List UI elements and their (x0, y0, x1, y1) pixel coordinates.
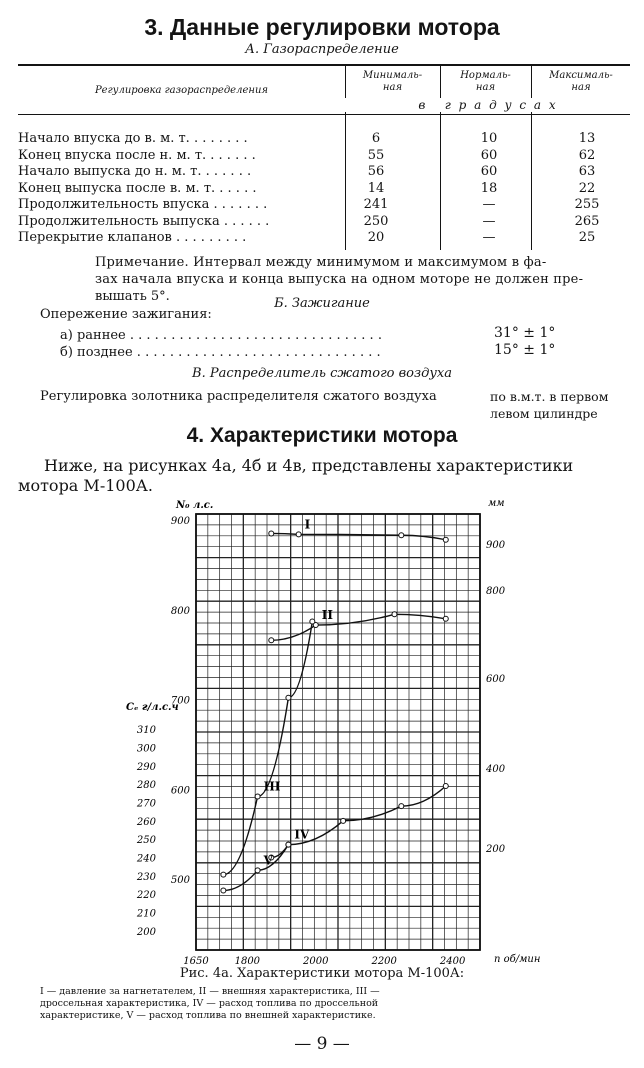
ce-tick-label: 230 (136, 871, 156, 883)
data-point (399, 804, 404, 809)
ce-tick-label: 220 (136, 890, 156, 902)
power-tick-label: 800 (170, 605, 190, 617)
ignition-early-value: 31° ± 1° (494, 325, 556, 341)
header-regulation: Регулировка газораспределения (94, 85, 269, 96)
air-distributor-value-1: по в.м.т. в первом (490, 389, 609, 404)
table-cell-min: 56 (367, 164, 385, 179)
table-cell-min: 250 (363, 213, 389, 229)
ce-tick-label: 240 (136, 853, 156, 865)
table-cell-max: 13 (578, 131, 596, 146)
data-point (310, 619, 315, 624)
x-tick-label: 2200 (371, 956, 397, 967)
x-axis-unit: n об/мин (494, 954, 541, 965)
data-point (296, 532, 301, 537)
note-line-2: зах начала впуска и конца выпуска на одном моторе не должен пре- (95, 272, 584, 287)
data-point (269, 638, 274, 643)
table-row-label: Конец впуска после н. м. т. . . . . . . (18, 147, 256, 163)
series-line-iv (271, 786, 446, 858)
page-number: — 9 — (294, 1034, 350, 1054)
header-norm: Нормаль- ная (460, 70, 511, 93)
subsection-a-title: А. Газораспределение (245, 42, 399, 57)
table-cell-min: 14 (367, 180, 385, 196)
ce-tick-label: 250 (136, 835, 156, 847)
table-cell-norm: — (482, 213, 496, 229)
table-row-label: Продолжительность выпуска . . . . . . (18, 213, 270, 229)
table-row-label: Начало впуска до в. м. т. . . . . . . . (18, 131, 248, 146)
figure-legend (40, 986, 620, 1022)
power-tick-label: 600 (170, 785, 190, 797)
intro-line-1: Ниже, на рисунках 4а, 4б и 4в, представлены характеристики (44, 456, 574, 475)
right-tick-label: 800 (486, 586, 506, 597)
engine-characteristics-chart (0, 488, 644, 968)
ignition-title: Опережение зажигания: (40, 307, 212, 322)
table-cell-min: 55 (367, 147, 385, 163)
ignition-early-label: а) раннее . . . . . . . . . . . . . . . . . . . . . . . . . . . . . . . (60, 328, 382, 343)
series-label: III (263, 779, 281, 794)
power-tick-label: 700 (170, 695, 190, 707)
ignition-late-value: 15° ± 1° (494, 342, 556, 358)
series-label: I (304, 517, 311, 532)
table-cell-norm: — (482, 197, 496, 212)
table-cell-norm: 60 (480, 147, 498, 163)
table-row-label: Перекрытие клапанов . . . . . . . . . (18, 230, 247, 245)
data-point (341, 818, 346, 823)
table-row-label: Начало выпуска до н. м. т. . . . . . . (18, 164, 252, 179)
x-tick-label: 1650 (183, 956, 209, 967)
x-tick-label: 2400 (439, 956, 466, 967)
header-max: Максималь- ная (549, 70, 613, 93)
table-cell-max: 265 (574, 213, 600, 229)
ce-tick-label: 200 (136, 926, 156, 938)
ce-tick-label: 310 (136, 725, 156, 737)
table-row-label: Продолжительность впуска . . . . . . . (18, 197, 268, 212)
section-4-title: 4. Характеристики мотора (186, 424, 458, 447)
legend-line-2: дроссельная характеристика, IV — расход топлива по дроссельной (40, 998, 379, 1009)
data-point (443, 784, 448, 789)
right-tick-label: 400 (486, 764, 506, 775)
table-row-label: Конец выпуска после в. м. т. . . . . . (18, 180, 257, 196)
data-point (255, 868, 260, 873)
legend-line-1: I — давление за нагнетателем, II — внешняя характеристика, III — (40, 986, 380, 997)
data-point (286, 695, 291, 700)
section-3-title: 3. Данные регулировки мотора (144, 14, 500, 40)
table-cell-norm: — (482, 230, 496, 245)
power-tick-label: 500 (170, 875, 190, 887)
ignition-late-label: б) позднее . . . . . . . . . . . . . . . . . . . . . . . . . . . . . . (60, 345, 381, 360)
right-tick-label: 900 (486, 540, 506, 551)
right-tick-label: 200 (486, 844, 506, 855)
table-cell-norm: 18 (480, 180, 498, 196)
header-units: в г р а д у с а х (345, 98, 631, 112)
table-cell-max: 63 (578, 164, 596, 179)
legend-line-3: характеристике, V — расход топлива по внешней характеристике. (40, 1010, 376, 1021)
data-point (399, 533, 404, 538)
data-point (269, 531, 274, 536)
note-line-3: вышать 5°. (95, 289, 170, 304)
right-tick-label: 600 (486, 674, 506, 685)
table-header-rule (18, 114, 630, 115)
ce-tick-label: 210 (136, 908, 156, 920)
series-label: II (321, 608, 333, 623)
data-point (221, 888, 226, 893)
subsection-b-title: Б. Зажигание (274, 296, 370, 311)
series-label: V (263, 853, 273, 868)
data-point (221, 872, 226, 877)
table-cell-norm: 10 (480, 131, 498, 146)
ce-tick-label: 290 (136, 761, 156, 773)
note-line-1: Примечание. Интервал между минимумом и максимумом в фа- (95, 255, 547, 270)
series-label: IV (294, 827, 310, 842)
data-point (443, 616, 448, 621)
table-cell-max: 62 (578, 147, 596, 163)
data-point (392, 612, 397, 617)
intro-line-2: мотора М-100А. (18, 476, 153, 495)
table-cell-max: 255 (574, 197, 600, 212)
table-cell-min: 6 (371, 131, 381, 146)
subsection-v-title: В. Распределитель сжатого воздуха (192, 366, 452, 381)
ce-axis-label: Cₑ г/л.с.ч (126, 702, 179, 713)
series-line-ii (271, 614, 446, 640)
table-cell-max: 25 (578, 230, 596, 245)
table-cell-min: 20 (367, 230, 385, 245)
ce-tick-label: 270 (136, 798, 156, 810)
header-min: Минималь- ная (362, 70, 423, 93)
data-point (443, 537, 448, 542)
power-tick-label: 900 (170, 516, 190, 527)
x-tick-label: 1800 (234, 956, 261, 967)
ce-tick-label: 280 (136, 780, 156, 792)
right-axis-label: мм (488, 498, 505, 509)
ce-tick-label: 300 (136, 743, 156, 755)
ce-tick-label: 260 (136, 816, 156, 828)
x-tick-label: 2000 (303, 956, 329, 967)
chart-grid (196, 514, 480, 950)
table-cell-norm: 60 (480, 164, 498, 179)
data-point (286, 842, 291, 847)
table-top-rule (18, 64, 630, 66)
power-axis-label: N₀ л.с. (176, 500, 214, 511)
data-point (255, 794, 260, 799)
table-cell-max: 22 (578, 180, 596, 196)
air-distributor-label: Регулировка золотника распределителя сжатого воздуха (40, 389, 437, 404)
air-distributor-value-2: левом цилиндре (490, 406, 598, 421)
figure-caption: Рис. 4а. Характеристики мотора М-100А: (179, 966, 465, 981)
table-cell-min: 241 (363, 197, 389, 212)
